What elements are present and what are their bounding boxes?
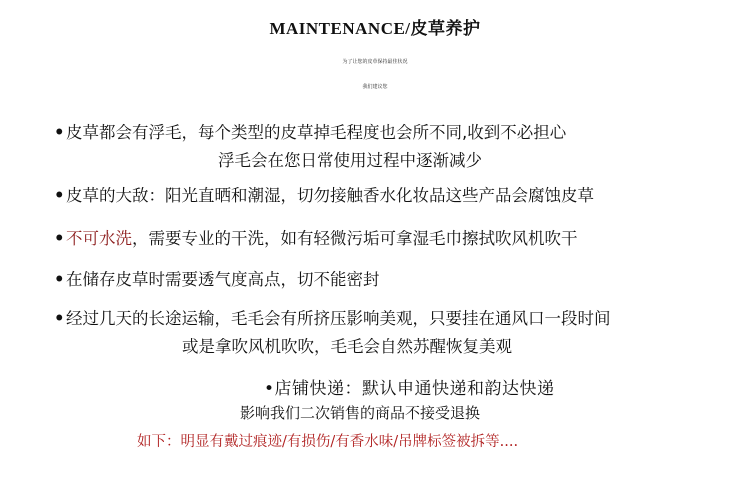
care-item-1-text: 皮草都会有浮毛，每个类型的皮草掉毛程度也会所不同,收到不必担心 [66,123,567,142]
care-item-5-continuation: 或是拿吹风机吹吹，毛毛会自然苏醒恢复美观 [182,337,512,356]
shipping-info [264,374,555,399]
subtitle-line-1: 为了让您的皮草保持最佳状况 [342,59,408,65]
subtitle-line-2: 我们建议您 [362,84,388,90]
bullet-icon: • [54,186,65,205]
care-item-4 [54,266,380,290]
care-item-5 [54,305,611,329]
bullet-icon: • [264,379,275,399]
bullet-icon: • [54,309,65,328]
care-item-4-text: 在储存皮草时需要透气度高点，切不能密封 [66,270,380,289]
care-item-1-continuation: 浮毛会在您日常使用过程中逐渐减少 [218,151,482,170]
page-title: MAINTENANCE/皮草养护 [269,19,481,38]
bullet-icon: • [54,123,65,142]
care-item-3 [54,225,578,249]
care-item-2-text: 皮草的大敌：阳光直晒和潮湿，切勿接触香水化妆品这些产品会腐蚀皮草 [66,186,594,205]
care-item-5-text: 经过几天的长途运输，毛毛会有所挤压影响美观，只要挂在通风口一段时间 [66,309,611,328]
return-policy-examples: 如下：明显有戴过痕迹/有损伤/有香水味/吊牌标签被拆等.... [137,434,519,450]
care-item-1 [54,119,566,143]
bullet-icon: • [54,229,65,248]
no-wash-warning: 不可水洗 [66,229,132,248]
bullet-icon: • [54,270,65,289]
shipping-text: 店铺快递：默认申通快递和韵达快递 [274,379,555,399]
care-item-3-text: ，需要专业的干洗，如有轻微污垢可拿湿毛巾擦拭吹风机吹干 [132,229,578,248]
care-item-2 [54,182,594,206]
return-policy-note: 影响我们二次销售的商品不接受退换 [240,404,481,422]
